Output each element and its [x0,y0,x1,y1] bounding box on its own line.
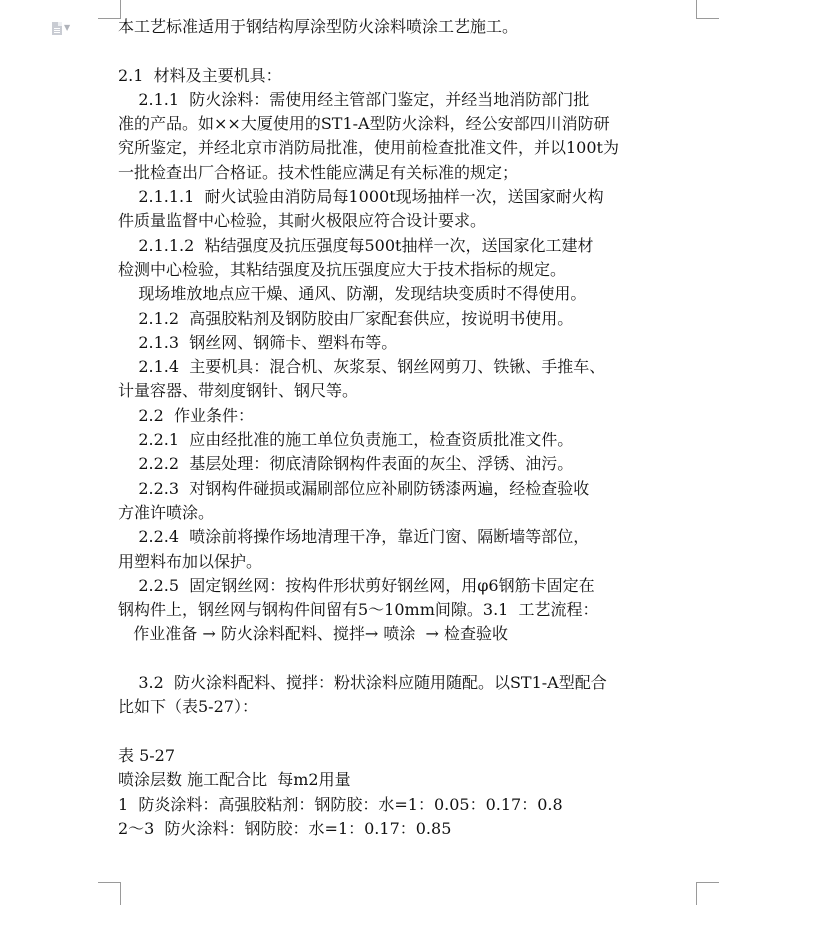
text-line: 2.2 作业条件： [118,405,254,425]
chevron-down-icon: ▼ [64,23,71,32]
document-menu-icon[interactable] [52,20,78,36]
text-line: 本工艺标准适用于钢结构厚涂型防火涂料喷涂工艺施工。 [118,17,519,36]
document-icon [52,22,62,35]
text-line: 表 5-27 [118,745,176,765]
text-line: 2.1.1.1 耐火试验由消防局每1000t现场抽样一次，送国家耐火构 [118,187,604,207]
margin-corner-mark [98,882,121,905]
text-line: 作业准备 → 防火涂料配料、搅拌→ 喷涂 → 检查验收 [118,624,508,644]
text-line: 2.2.1 应由经批准的施工单位负责施工，检查资质批准文件。 [118,430,574,450]
margin-corner-mark [696,882,719,905]
text-line: 2.1.1 防火涂料：需使用经主管部门鉴定，并经当地消防部门批 [118,89,590,109]
text-line: 2.2.2 基层处理：彻底清除钢构件表面的灰尘、浮锈、油污。 [118,454,574,474]
text-line: 2.1 材料及主要机具： [118,65,282,85]
text-line: 2.1.2 高强胶粘剂及钢防胶由厂家配套供应，按说明书使用。 [118,308,574,328]
blank-line [118,720,698,744]
text-line: 件质量监督中心检验，其耐火极限应符合设计要求。 [118,211,487,231]
text-line: 检测中心检验，其粘结强度及抗压强度应大于技术指标的规定。 [118,259,567,279]
document-body[interactable] [118,15,698,841]
text-line: 2～3 防火涂料：钢防胶：水=1：0.17：0.85 [118,818,452,838]
text-line: 方准许喷涂。 [118,502,215,522]
text-line: 究所鉴定，并经北京市消防局批准，使用前检查批准文件，并以100t为 [118,138,619,158]
text-line: 2.2.3 对钢构件碰损或漏刷部位应补刷防锈漆两遍，经检查验收 [118,478,590,498]
text-line: 喷涂层数 施工配合比 每m2用量 [118,770,351,790]
text-line: 3.2 防火涂料配料、搅拌：粉状涂料应随用随配。以ST1-A型配合 [118,673,607,693]
text-line: 一批检查出厂合格证。技术性能应满足有关标准的规定； [118,162,519,182]
text-line: 2.1.1.2 粘结强度及抗压强度每500t抽样一次，送国家化工建材 [118,235,594,255]
text-line: 用塑料布加以保护。 [118,551,263,571]
text-line: 1 防炎涂料：高强胶粘剂：钢防胶：水=1：0.05：0.17：0.8 [118,794,563,814]
blank-line [118,39,698,63]
text-line: 2.2.5 固定钢丝网：按构件形状剪好钢丝网，用φ6钢筋卡固定在 [118,575,595,595]
text-line: 2.1.4 主要机具：混合机、灰浆泵、钢丝网剪刀、铁锹、手推车、 [118,357,606,377]
text-line: 2.2.4 喷涂前将操作场地清理干净，靠近门窗、隔断墙等部位， [118,527,590,547]
margin-corner-mark [696,0,719,19]
blank-line [118,647,698,671]
text-line: 计量容器、带刻度钢针、钢尺等。 [118,381,359,401]
text-line: 准的产品。如××大厦使用的ST1-A型防火涂料，经公安部四川消防研 [118,114,610,134]
text-line: 现场堆放地点应干燥、通风、防潮，发现结块变质时不得使用。 [118,284,587,304]
text-line: 2.1.3 钢丝网、钢筛卡、塑料布等。 [118,332,398,352]
text-line: 比如下（表5-27）： [118,697,258,717]
text-line: 钢构件上，钢丝网与钢构件间留有5～10mm间隙。3.1 工艺流程： [118,600,599,620]
